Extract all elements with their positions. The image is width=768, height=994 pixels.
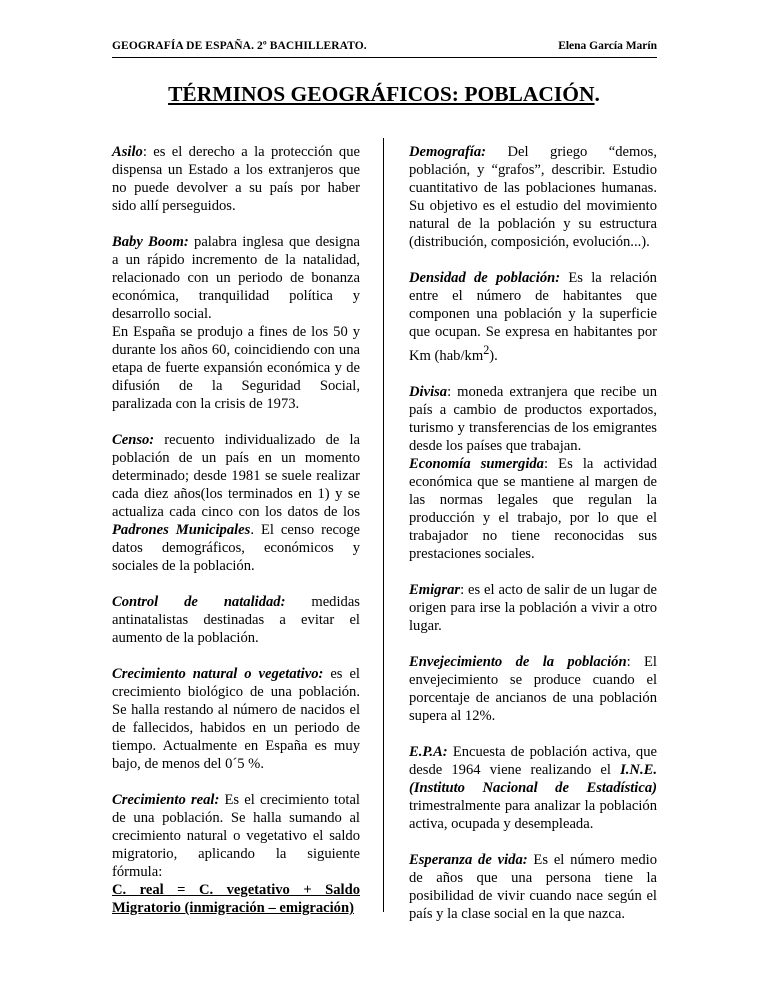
term-definition: Es el número medio de años que una persona tiene la posibilidad de vivir cuando nace según el país y la clase social en la que nazca. [409,851,657,922]
entry-crecimiento-real [112,791,360,917]
term-label: Crecimiento natural o vegetativo: [112,666,324,682]
right-column [409,143,657,941]
term-label: Economía sumergida [409,455,544,472]
term-definition: : es el acto de salir de un lugar de origen para irse la población a vivir a otro lugar. [409,581,657,634]
term-label: Densidad de población: [409,270,561,286]
term-definition-end: . El censo recoge datos demográficos, económicos y sociales de la población. [112,522,360,574]
column-divider [383,138,384,912]
term-label: Censo: [112,432,155,448]
title-period: . [594,82,600,106]
term-definition: Del griego “demos, población, y “grafos”, describir. Estudio cuantitativo de las poblaciones humanas. Su objetivo es el estudio del movimiento natural de la población y su estructura (distribución, composición, evolución...). [409,144,657,250]
term-label: Demografía: [409,144,487,160]
header-author: Elena García Marín [558,40,657,52]
term-label: Crecimiento real: [112,792,220,808]
term-label: Baby Boom: [112,234,189,250]
term-label: Divisa [409,383,448,400]
term-emphasis: I.N.E. (Instituto Nacional de Estadística) [409,761,657,796]
term-definition: es el crecimiento biológico de una población. Se halla restando al número de nacidos el de fallecidos, habidos en un periodo de tiempo. Actualmente en España es muy bajo, de menos del 0´5 %. [112,666,360,772]
entry-epa [409,743,657,833]
title-text: TÉRMINOS GEOGRÁFICOS: POBLACIÓN [168,82,595,106]
term-definition-end: trimestralmente para analizar la población activa, ocupada y desempleada. [409,797,657,832]
term-definition: : moneda extranjera que recibe un país a cambio de productos exportados, turismo y transferencias de los emigrantes desde los países que trabajan. [409,383,657,454]
page-header [112,39,657,58]
term-definition-continued: En España se produjo a fines de los 50 y durante los años 60, coincidiendo con una etapa de fuerte expansión económica y de difusión de la Seguridad Social, paralizada con la crisis de 1973. [112,324,360,412]
term-definition: medidas antinatalistas destinadas a evitar el aumento de la población. [112,594,360,646]
term-label: Control de natalidad: [112,594,286,610]
entry-divisa [409,383,657,455]
term-label: Asilo [112,144,143,160]
term-label: Esperanza de vida: [409,851,528,868]
term-definition: Es la relación entre el número de habitantes que componen una población y la superficie que ocupan. Se expresa en habitantes por Km (hab/km [409,270,657,364]
growth-formula: C. real = C. vegetativo + Saldo Migratorio (inmigración – emigración) [112,882,360,916]
entry-censo [112,431,360,575]
entry-densidad [409,269,657,365]
term-label: E.P.A: [409,743,448,760]
term-definition: Encuesta de población activa, que desde 1964 viene realizando el [409,743,657,778]
term-definition: : El envejecimiento se produce cuando el porcentaje de ancianos de una población supera al 12%. [409,653,657,724]
term-definition: Es el crecimiento total de una población. Se halla sumando al crecimiento natural o vegetativo el saldo migratorio, aplicando la siguiente fórmula: [112,792,360,880]
left-column [112,143,360,935]
entry-emigrar [409,581,657,635]
superscript-two: 2 [483,343,490,357]
entry-envejecimiento [409,653,657,725]
term-label: Envejecimiento de la población [409,653,627,670]
term-definition: palabra inglesa que designa a un rápido incremento de la natalidad, relacionado con un periodo de bonanza económica, tranquilidad política y desarrollo social. [112,234,360,322]
entry-control-natalidad [112,593,360,647]
entry-asilo [112,143,360,215]
entry-economia-sumergida [409,455,657,563]
term-definition: : es el derecho a la protección que dispensa un Estado a los extranjeros que no puede devolver a su país por haber sido allí perseguidos. [112,144,360,214]
term-label: Emigrar [409,581,461,598]
term-definition: : Es la actividad económica que se mantiene al margen de las normas legales que regulan la producción y el trabajo, por lo que el trabajador no tiene reconocidas sus prestaciones sociales. [409,455,657,562]
header-course: GEOGRAFÍA DE ESPAÑA. 2º BACHILLERATO. [112,40,367,52]
entry-baby-boom [112,233,360,413]
page-title [0,82,768,107]
entry-esperanza-vida [409,851,657,923]
term-definition: recuento individualizado de la población de un país en un momento determinado; desde 1981 se suele realizar cada diez años(los terminados en 1) y se actualiza cada cinco con los datos de los [112,432,360,520]
entry-demografia [409,143,657,251]
term-definition-end: ). [489,347,498,364]
entry-crecimiento-natural [112,665,360,773]
term-emphasis: Padrones Municipales [112,522,251,538]
